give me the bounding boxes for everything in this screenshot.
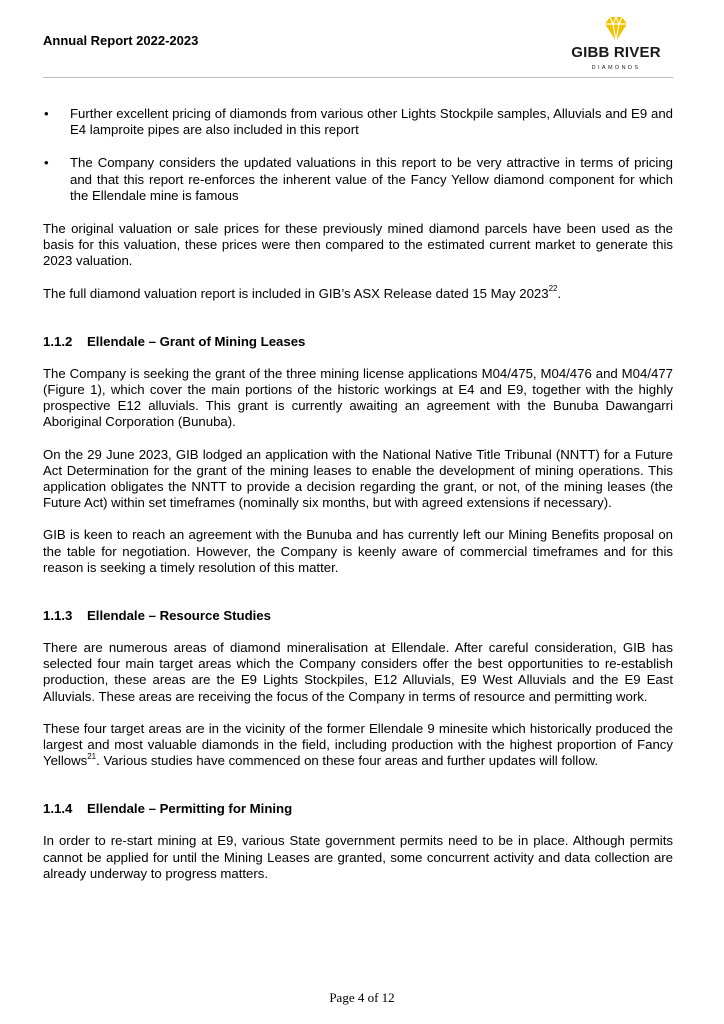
paragraph-text: These four target areas are in the vicinity of the former Ellendale 9 minesite which historically produced the largest and most valuable diamonds in the field, including production with the highest proportion of Fancy Yellows bbox=[43, 720, 673, 769]
page-content bbox=[43, 106, 673, 898]
section-number: 1.1.3 bbox=[43, 608, 73, 624]
section-number: 1.1.2 bbox=[43, 333, 73, 349]
paragraph-text: The full diamond valuation report is included in GIB’s ASX Release dated 15 May 2023 bbox=[43, 285, 549, 301]
bullet-dot-icon: • bbox=[44, 106, 49, 121]
paragraph: GIB is keen to reach an agreement with the Bunuba and has currently left our Mining Benefits proposal on the table for negotiation. However, the Company is keenly aware of commercial timeframes and for this reason is seeking a timely resolution of this matter. bbox=[43, 527, 673, 575]
logo-tagline: DIAMONDS bbox=[591, 65, 641, 71]
bullet-item bbox=[43, 106, 673, 138]
paragraph-text: . bbox=[557, 285, 562, 301]
paragraph: There are numerous areas of diamond mineralisation at Ellendale. After careful consideration, GIB has selected four main target areas which the Company considers offer the best opportunities to re-establish production, these areas are the E9 Lights Stockpiles, E12 Alluvials, E9 West Alluvials and the E9 East Alluvials. These areas are receiving the focus of the Company in terms of resource and permitting work. bbox=[43, 640, 673, 704]
paragraph-text: . Various studies have commenced on these four areas and further updates will follow. bbox=[96, 753, 599, 769]
section-heading bbox=[43, 801, 673, 817]
bullet-text: The Company considers the updated valuations in this report to be very attractive in terms of pricing and that this report re-enforces the inherent value of the Fancy Yellow diamond component for which the Ellendale mine is famous bbox=[70, 155, 673, 203]
bullet-text: Further excellent pricing of diamonds from various other Lights Stockpile samples, Alluvials and E9 and E4 lamproite pipes are also included in this report bbox=[70, 106, 673, 138]
paragraph: The original valuation or sale prices for these previously mined diamond parcels have been used as the basis for this valuation, these prices were then compared to the estimated current market to generate this 2023 valuation. bbox=[43, 221, 673, 269]
paragraph: On the 29 June 2023, GIB lodged an application with the National Native Title Tribunal (NNTT) for a Future Act Determination for the grant of the mining leases to enable the development of mining operations. This application obligates the NNTT to provide a decision regarding the grant, or not, of the mining leases (the Future Act) within set timeframes (nominally six months, but with agreed extensions if necessary). bbox=[43, 446, 673, 511]
section-heading bbox=[43, 608, 673, 624]
footnote-ref: 21 bbox=[87, 751, 97, 761]
paragraph bbox=[43, 721, 673, 770]
section-title: Ellendale – Grant of Mining Leases bbox=[87, 333, 306, 349]
section-title: Ellendale – Resource Studies bbox=[87, 608, 271, 624]
section-heading bbox=[43, 334, 673, 350]
page-number: Page 4 of 12 bbox=[329, 990, 395, 1005]
bullet-dot-icon: • bbox=[44, 155, 49, 171]
paragraph: The Company is seeking the grant of the three mining license applications M04/475, M04/476 and M04/477 (Figure 1), which cover the main portions of the historic workings at E4 and E9, together with the highly prospective E12 alluvials. This grant is currently awaiting an agreement with the Bunuba Dawangarri Aboriginal Corporation (Bunuba). bbox=[43, 365, 673, 430]
diamond-logo-icon bbox=[604, 16, 628, 42]
section-title: Ellendale – Permitting for Mining bbox=[87, 801, 293, 817]
header-divider bbox=[43, 77, 673, 78]
footnote-ref: 22 bbox=[548, 284, 558, 294]
logo-name: GIBB RIVER bbox=[571, 44, 661, 61]
section-number: 1.1.4 bbox=[43, 801, 73, 817]
paragraph bbox=[43, 286, 673, 302]
bullet-item bbox=[43, 155, 673, 204]
gibb-river-logo bbox=[566, 16, 666, 74]
paragraph: In order to re-start mining at E9, various State government permits need to be in place. Although permits cannot be applied for until the Mining Leases are granted, some concurrent activity and data collection are already underway to progress matters. bbox=[43, 833, 673, 881]
report-title: Annual Report 2022-2023 bbox=[43, 33, 199, 48]
